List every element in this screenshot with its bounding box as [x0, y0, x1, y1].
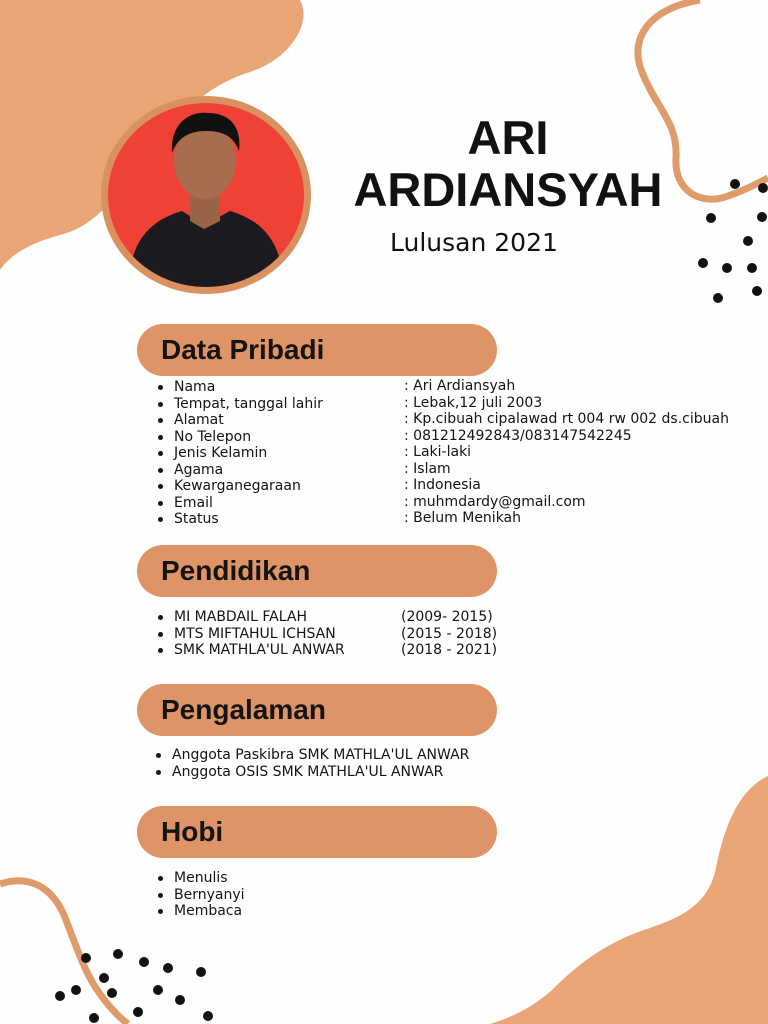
list-item: Alamat	[174, 412, 323, 429]
education-list	[174, 609, 345, 659]
value-nama: : Ari Ardiansyah	[404, 378, 516, 394]
value-alamat: : Kp.cibuah cipalawad rt 004 rw 002 ds.cibuah	[404, 411, 729, 427]
value-agama: : Islam	[404, 460, 451, 477]
graduation-subtitle: Lulusan 2021	[390, 228, 558, 257]
list-item: Membaca	[174, 903, 245, 920]
personal-data-values	[404, 378, 729, 527]
hobby-list	[174, 870, 245, 920]
list-item: Jenis Kelamin	[174, 445, 323, 462]
list-item: Anggota Paskibra SMK MATHLA'UL ANWAR	[172, 747, 470, 763]
list-item: Bernyanyi	[174, 886, 245, 903]
section-header-hobi	[137, 806, 497, 858]
list-item: Tempat, tanggal lahir	[174, 395, 323, 412]
section-header-data-pribadi	[137, 324, 497, 376]
education-year: (2009- 2015)	[401, 609, 493, 625]
education-year: (2015 - 2018)	[401, 625, 498, 642]
list-item: Nama	[174, 379, 323, 396]
list-item: Menulis	[174, 870, 245, 887]
education-years	[401, 609, 497, 659]
bottom-left-curve	[0, 881, 128, 1024]
value-jenis-kelamin: : Laki-laki	[404, 444, 472, 460]
value-ttl: : Lebak,12 juli 2003	[404, 394, 543, 411]
section-header-pengalaman	[137, 684, 497, 736]
list-item: Anggota OSIS SMK MATHLA'UL ANWAR	[172, 764, 469, 781]
candidate-name	[318, 112, 698, 216]
list-item: No Telepon	[174, 429, 323, 446]
section-title: Data Pribadi	[161, 334, 325, 365]
name-line-2: ARDIANSYAH	[353, 163, 663, 216]
section-title: Pengalaman	[161, 694, 326, 725]
list-item: Email	[174, 495, 323, 512]
bottom-right-blob	[490, 776, 768, 1024]
value-kewarganegaraan: : Indonesia	[404, 477, 481, 493]
value-telepon: : 081212492843/083147542245	[404, 427, 632, 444]
list-item: Status	[174, 511, 323, 528]
section-title: Hobi	[161, 816, 224, 847]
personal-data-labels	[174, 379, 323, 528]
person-silhouette-icon	[108, 103, 304, 287]
value-email: : muhmdardy@gmail.com	[404, 493, 586, 510]
section-title: Pendidikan	[161, 555, 311, 586]
education-year: (2018 - 2021)	[401, 642, 498, 658]
name-line-1: ARI	[467, 111, 549, 164]
value-status: : Belum Menikah	[404, 510, 522, 526]
list-item: SMK MATHLA'UL ANWAR	[174, 642, 345, 658]
list-item: MI MABDAIL FALAH	[174, 609, 345, 626]
list-item: Kewarganegaraan	[174, 478, 323, 495]
profile-photo	[108, 103, 304, 287]
list-item: Agama	[174, 462, 323, 479]
section-header-pendidikan	[137, 545, 497, 597]
experience-list	[172, 747, 469, 780]
list-item: MTS MIFTAHUL ICHSAN	[174, 626, 345, 643]
